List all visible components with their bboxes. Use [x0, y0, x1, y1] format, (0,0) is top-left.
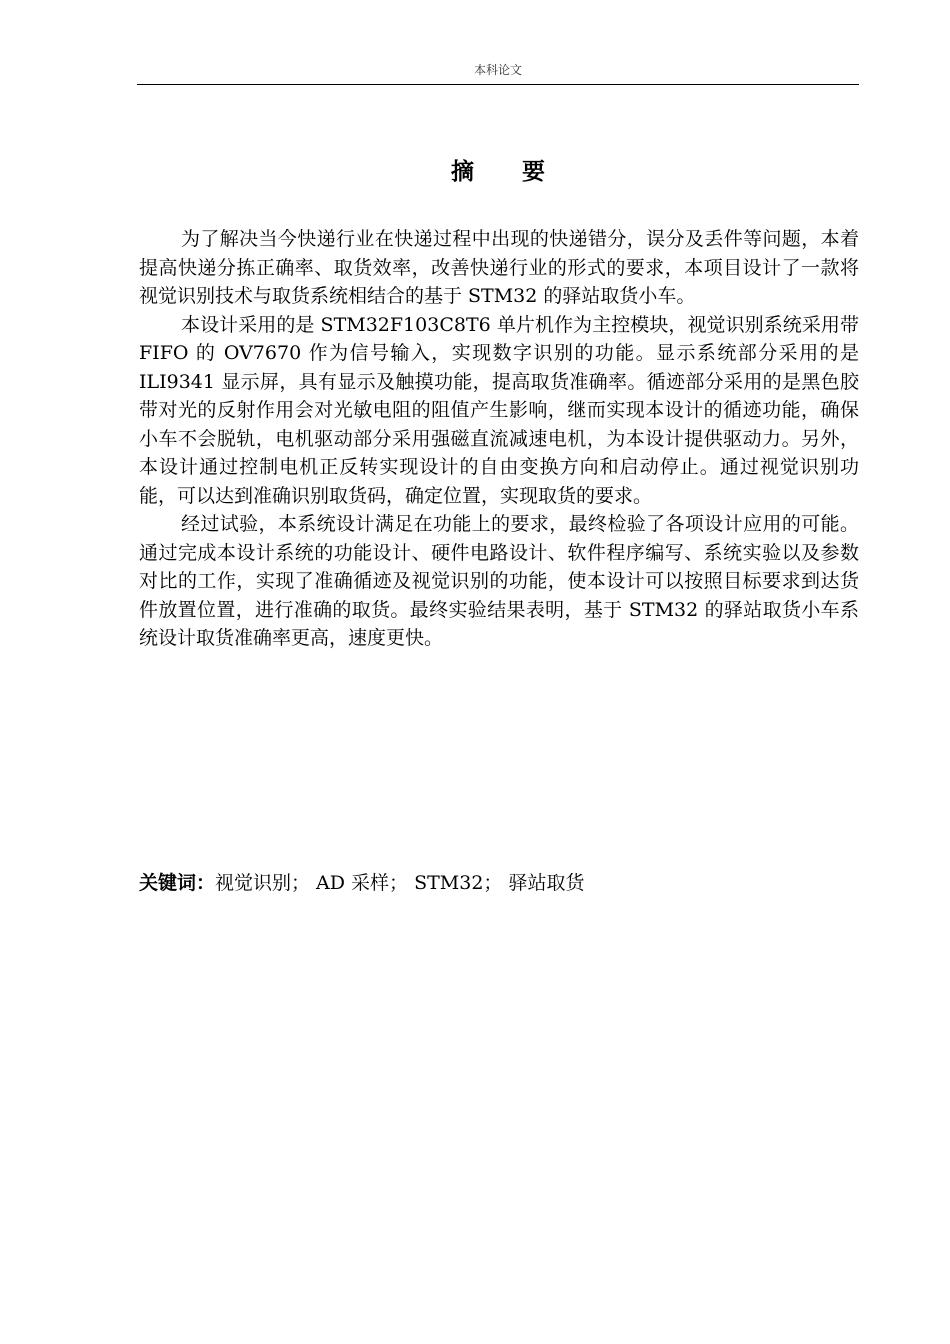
keywords-value: 视觉识别； AD 采样； STM32； 驿站取货 [215, 872, 585, 894]
abstract-body [139, 225, 859, 653]
keywords-label: 关键词： [139, 872, 216, 894]
page-header: 本科论文 [137, 62, 859, 85]
keywords-line [139, 869, 859, 897]
abstract-paragraph-3: 经过试验，本系统设计满足在功能上的要求，最终检验了各项设计应用的可能。通过完成本设计系统的功能设计、硬件电路设计、软件程序编写、系统实验以及参数对比的工作，实现了准确循迹及视觉识别的功能，使本设计可以按照目标要求到达货件放置位置，进行准确的取货。最终实验结果表明，基于 STM32 的驿站取货小车系统设计取货准确率更高，速度更快。 [139, 513, 859, 649]
abstract-paragraph-2: 本设计采用的是 STM32F103C8T6 单片机作为主控模块，视觉识别系统采用带 FIFO 的 OV7670 作为信号输入，实现数字识别的功能。显示系统部分采用的是 ILI9341 显示屏，具有显示及触摸功能，提高取货准确率。循迹部分采用的是黑色胶带对光的反射作用会对光敏电阻的阻值产生影响，继而实现本设计的循迹功能，确保小车不会脱轨，电机驱动部分采用强磁直流减速电机，为本设计提供驱动力。另外，本设计通过控制电机正反转实现设计的自由变换方向和启动停止。通过视觉识别功能，可以达到准确识别取货码，确定位置，实现取货的要求。 [139, 313, 859, 507]
abstract-paragraph-1: 为了解决当今快递行业在快递过程中出现的快递错分，误分及丢件等问题，本着提高快递分拣正确率、取货效率，改善快递行业的形式的要求，本项目设计了一款将视觉识别技术与取货系统相结合的基于 STM32 的驿站取货小车。 [139, 228, 859, 307]
abstract-title: 摘 要 [450, 159, 565, 185]
